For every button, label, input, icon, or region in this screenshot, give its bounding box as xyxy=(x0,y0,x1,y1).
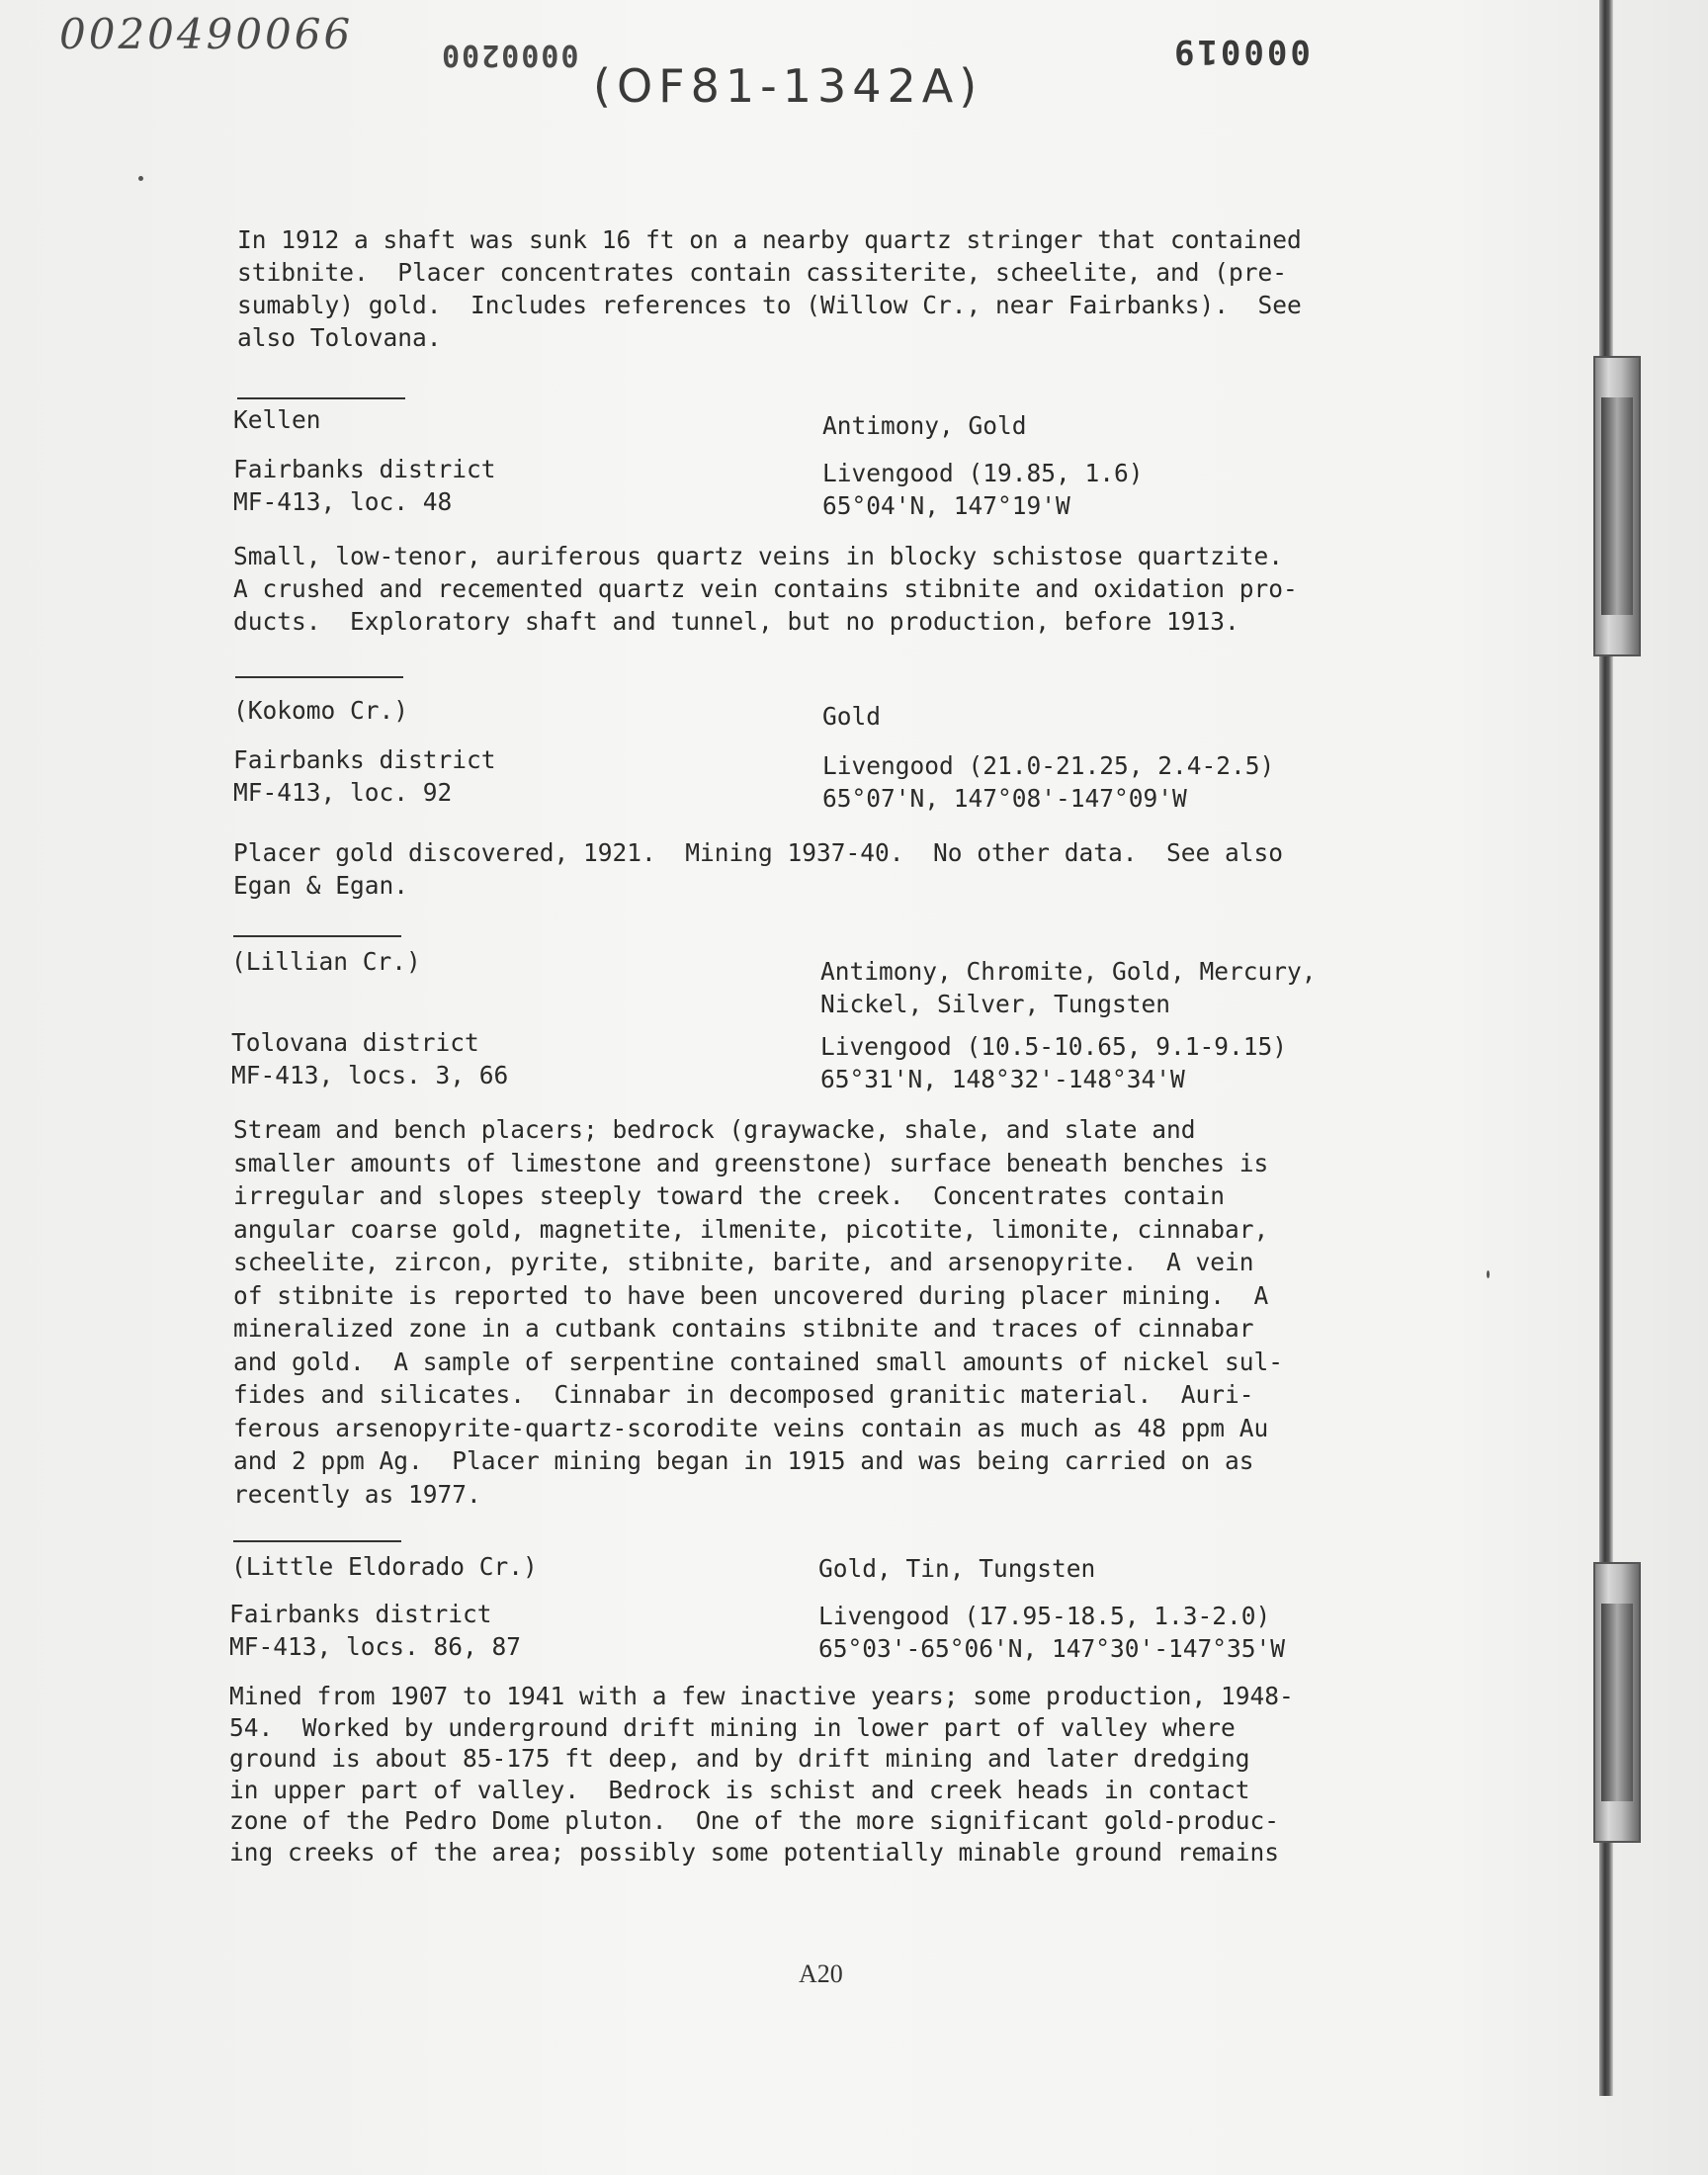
entry-name: Kellen xyxy=(233,405,321,434)
entry-description: Mined from 1907 to 1941 with a few inactive years; some production, 1948- 54. Worked by underground drift mining in lower part of valley where ground is about 85-175 ft deep, and by drift mining and later dredging in upper part of valley. Bedrock is schist and creek heads in contact zone of the Pedro Dome pluton. One of the more significant gold-produc- ing creeks of the area; possibly some potentially minable ground remains xyxy=(229,1682,1294,1867)
entry-name: (Kokomo Cr.) xyxy=(233,696,409,725)
entry-location: Livengood (19.85, 1.6) 65°04'N, 147°19'W xyxy=(822,459,1144,520)
entry-district: Fairbanks district MF-413, locs. 86, 87 xyxy=(229,1600,522,1661)
binder-clip-bottom xyxy=(1593,1562,1641,1843)
speck xyxy=(138,176,143,181)
entry-name: (Lillian Cr.) xyxy=(231,947,421,976)
entry-description: Stream and bench placers; bedrock (graywacke, shale, and slate and smaller amounts of limestone and greenstone) surface beneath benches is irregular and slopes steeply toward the creek. Concentrates contain angular coarse gold, magnetite, ilmenite, picotite, limonite, cinnabar, scheelite, zircon, pyrite, stibnite, barite, and arsenopyrite. A vein of stibnite is reported to have been uncovered during placer mining. A mineralized zone in a cutbank contains stibnite and traces of cinnabar and gold. A sample of serpentine contained small amounts of nickel sul- fides and silicates. Cinnabar in decomposed granitic material. Auri- ferous arsenopyrite-quartz-scorodite veins contain as much as 48 ppm Au and 2 ppm Ag. Placer mining began in 1915 and was being carried on as recently as 1977. xyxy=(233,1115,1284,1509)
entry-description: Placer gold discovered, 1921. Mining 1937-40. No other data. See also Egan & Egan. xyxy=(233,838,1284,900)
entry-district: Fairbanks district MF-413, loc. 48 xyxy=(233,455,496,516)
entry-name: (Little Eldorado Cr.) xyxy=(231,1552,538,1581)
binder-clip-top xyxy=(1593,356,1641,656)
entry-commodities: Gold xyxy=(822,702,882,731)
entry-rule xyxy=(233,1540,401,1542)
entry-location: Livengood (17.95-18.5, 1.3-2.0) 65°03'-65°06'N, 147°30'-147°35'W xyxy=(818,1602,1286,1663)
handwritten-id: 0020490066 xyxy=(59,10,354,58)
handwritten-series: (OF81-1342A) xyxy=(593,59,983,113)
entry-commodities: Antimony, Chromite, Gold, Mercury, Nickel, Silver, Tungsten xyxy=(820,957,1317,1018)
entry-district: Tolovana district MF-413, locs. 3, 66 xyxy=(231,1028,509,1089)
entry-location: Livengood (21.0-21.25, 2.4-2.5) 65°07'N, 147°08'-147°09'W xyxy=(822,751,1275,813)
entry-district: Fairbanks district MF-413, loc. 92 xyxy=(233,745,496,807)
entry-description: Small, low-tenor, auriferous quartz veins in blocky schistose quartzite. A crushed and recemented quartz vein contains stibnite and oxidation pro- ducts. Exploratory shaft and tunnel, but no production, before 1913. xyxy=(233,542,1298,636)
entry-commodities: Gold, Tin, Tungsten xyxy=(818,1554,1096,1583)
entry-location: Livengood (10.5-10.65, 9.1-9.15) 65°31'N, 148°32'-148°34'W xyxy=(820,1032,1288,1093)
speck xyxy=(1487,1270,1490,1278)
entry-rule xyxy=(237,397,405,399)
page-number: A20 xyxy=(799,1959,843,1988)
entry-commodities: Antimony, Gold xyxy=(822,411,1027,440)
intro-paragraph: In 1912 a shaft was sunk 16 ft on a nearby quartz stringer that contained stibnite. Placer concentrates contain cassiterite, scheelite, and (pre- sumably) gold. Includes references to (Willow Cr., near Fairbanks). See also Tolovana. xyxy=(237,225,1302,352)
page-stamp: 000019 xyxy=(1171,32,1311,71)
entry-rule xyxy=(233,935,401,937)
entry-rule xyxy=(235,676,403,678)
mirrored-stamp: 0000200 xyxy=(440,38,579,72)
